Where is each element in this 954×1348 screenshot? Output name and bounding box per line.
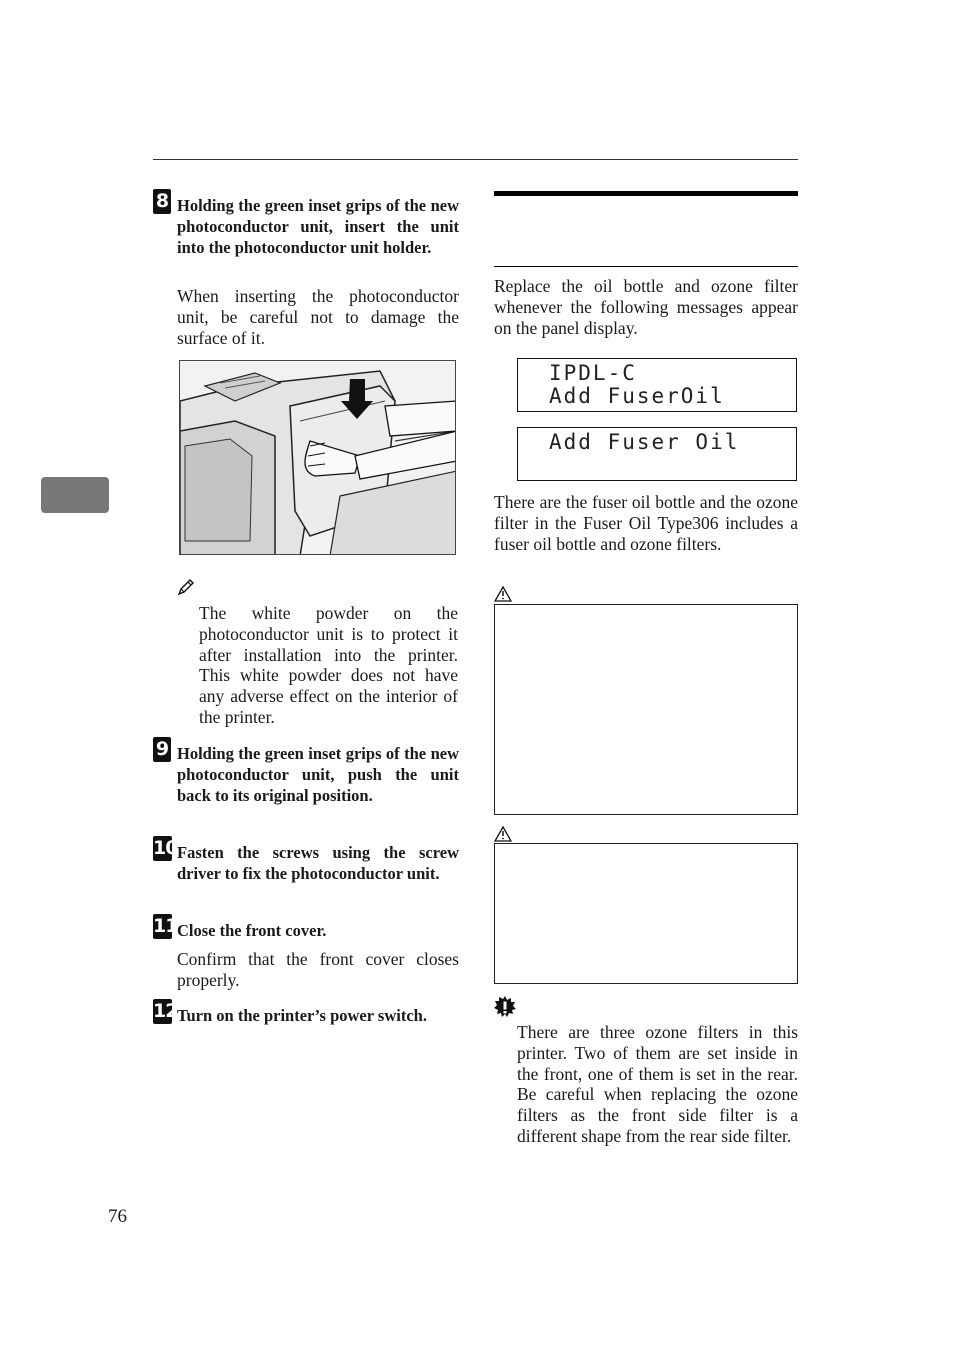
step-12-number: 12 [153,1000,178,1022]
step-11-body: Confirm that the front cover closes properly. [177,949,459,990]
step-8-title: Holding the green inset grips of the new photoconductor unit, insert the unit into the photoconductor unit holder. [177,196,459,257]
section-heading-rule [494,191,798,196]
page-number: 76 [108,1206,127,1227]
step-12-title: Turn on the printer’s power switch. [177,1006,427,1025]
warning-box-2 [494,843,798,984]
chapter-tab [41,477,109,513]
printer-illustration [179,360,456,555]
step-9-title: Holding the green inset grips of the new photoconductor unit, push the unit back to its original position. [177,744,459,805]
step-10-title: Fasten the screws using the screw driver to fix the photoconductor unit. [177,843,459,883]
pencil-note-icon [177,578,195,601]
description-text: There are the fuser oil bottle and the ozone filter in the Fuser Oil Type306 includes a fuser oil bottle and ozone filters. [494,492,798,554]
printer-drawing [180,361,456,555]
panel-1-line-2: Add FuserOil [549,384,725,408]
step-11-title: Close the front cover. [177,921,327,940]
section-divider-rule [494,266,798,267]
note-text: The white powder on the photoconductor unit is to protect it after installation into the printer. This white powder does not have any adverse effect on the interior of the printer. [199,603,458,727]
step-8-number: 8 [153,189,171,214]
important-text: There are three ozone filters in this printer. Two of them are set inside in the front, one of them is set in the rear. Be careful when replacing the ozone filters as the front side filter is a different shape from the rear side filter. [517,1022,798,1146]
panel-2-line-1: Add Fuser Oil [549,430,740,454]
step-11-number: 11 [153,915,178,937]
step-10-number: 10 [153,837,178,859]
panel-display-1 [517,358,797,412]
step-8-body: When inserting the photoconductor unit, be careful not to damage the surface of it. [177,286,459,348]
step-9-number: 9 [153,737,171,762]
warning-box-1 [494,604,798,815]
intro-text: Replace the oil bottle and ozone filter whenever the following messages appear on the panel display. [494,276,798,338]
header-rule [153,159,798,160]
panel-display-2 [517,427,797,481]
important-burst-icon [494,996,516,1023]
panel-1-line-1: IPDL-C [549,361,637,385]
